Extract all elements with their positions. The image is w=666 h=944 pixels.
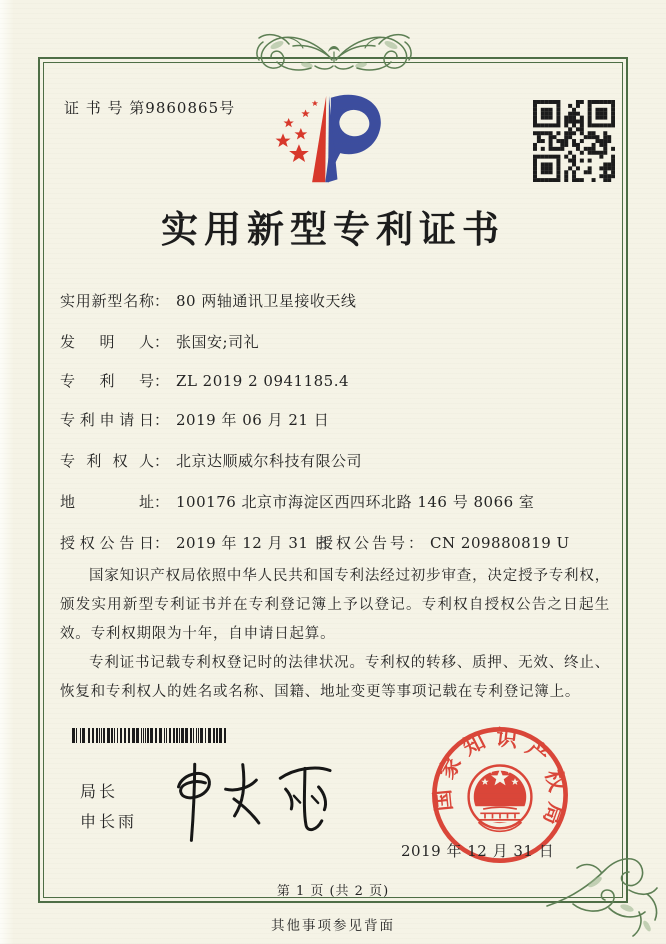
field-colon: ： <box>154 333 170 351</box>
national-emblem-icon <box>469 765 532 831</box>
page-number: 第 1 页 (共 2 页) <box>276 884 390 899</box>
legal-paragraph: 国家知识产权局依照中华人民共和国专利法经过初步审查，决定授予专利权，颁发实用新型专利证书并在专利登记簿上予以登记。专利权自授权公告之日起生效。专利权期限为十年，自申请日起算。 <box>60 568 610 642</box>
certificate-number: 证 书 号 第9860865号 <box>64 99 236 117</box>
flourish-top-icon <box>219 18 449 78</box>
signature-shen-changyu <box>163 749 356 851</box>
field-colon: ： <box>154 292 170 310</box>
field-colon: ： <box>154 452 170 470</box>
field-row-grant-date <box>60 532 570 553</box>
field-label: 发明人 <box>60 333 154 351</box>
field-grant-number <box>318 532 570 553</box>
field-label: 实用新型名称 <box>60 292 154 310</box>
field-colon: ： <box>154 411 170 429</box>
flourish-corner-icon <box>543 846 661 941</box>
field-colon: ： <box>154 372 170 390</box>
field-label: 授权公告号 <box>318 534 409 552</box>
barcode <box>72 728 230 743</box>
cnipa-logo-icon <box>268 88 390 192</box>
field-row-name <box>60 290 356 311</box>
field-value: ZL 2019 2 0941185.4 <box>176 372 350 390</box>
field-value: 2019 年 12 月 31 日 <box>176 534 330 552</box>
field-value: 80 两轴通讯卫星接收天线 <box>176 292 357 310</box>
field-row-patentee <box>60 450 362 471</box>
field-row-filing-date <box>60 409 329 430</box>
field-value: 北京达顺威尔科技有限公司 <box>176 452 363 470</box>
qr-code <box>533 100 615 182</box>
certificate-title: 实用新型专利证书 <box>161 207 505 251</box>
field-label: 专利申请日 <box>60 411 154 429</box>
field-value: 张国安;司礼 <box>176 333 260 351</box>
field-value: 2019 年 06 月 21 日 <box>176 411 330 429</box>
field-label: 专利权人 <box>60 452 154 470</box>
field-row-inventor <box>60 331 259 352</box>
legal-paragraph: 专利证书记载专利权登记时的法律状况。专利权的转移、质押、无效、终止、恢复和专利权人的姓名或名称、国籍、地址变更等事项记载在专利登记簿上。 <box>60 655 610 700</box>
field-row-patent-no <box>60 370 349 391</box>
seal-date: 2019 年 12 月 31 日 <box>401 842 555 860</box>
seal-text: 国家知识产权局 <box>430 725 570 829</box>
field-label: 地址 <box>60 493 154 511</box>
field-colon: ： <box>408 534 424 552</box>
field-value: CN 209880819 U <box>430 534 570 552</box>
field-colon: ： <box>154 534 170 552</box>
scan-edge <box>0 0 14 944</box>
field-value: 100176 北京市海淀区西四环北路 146 号 8066 室 <box>176 493 535 511</box>
legal-text <box>60 562 610 707</box>
field-label: 专利号 <box>60 372 154 390</box>
field-label: 授权公告日 <box>60 534 154 552</box>
field-row-address <box>60 491 534 512</box>
officer-name: 申长雨 <box>80 812 138 831</box>
back-note: 其他事项参见背面 <box>271 918 395 934</box>
officer-title: 局长 <box>80 782 119 801</box>
field-colon: ： <box>154 493 170 511</box>
